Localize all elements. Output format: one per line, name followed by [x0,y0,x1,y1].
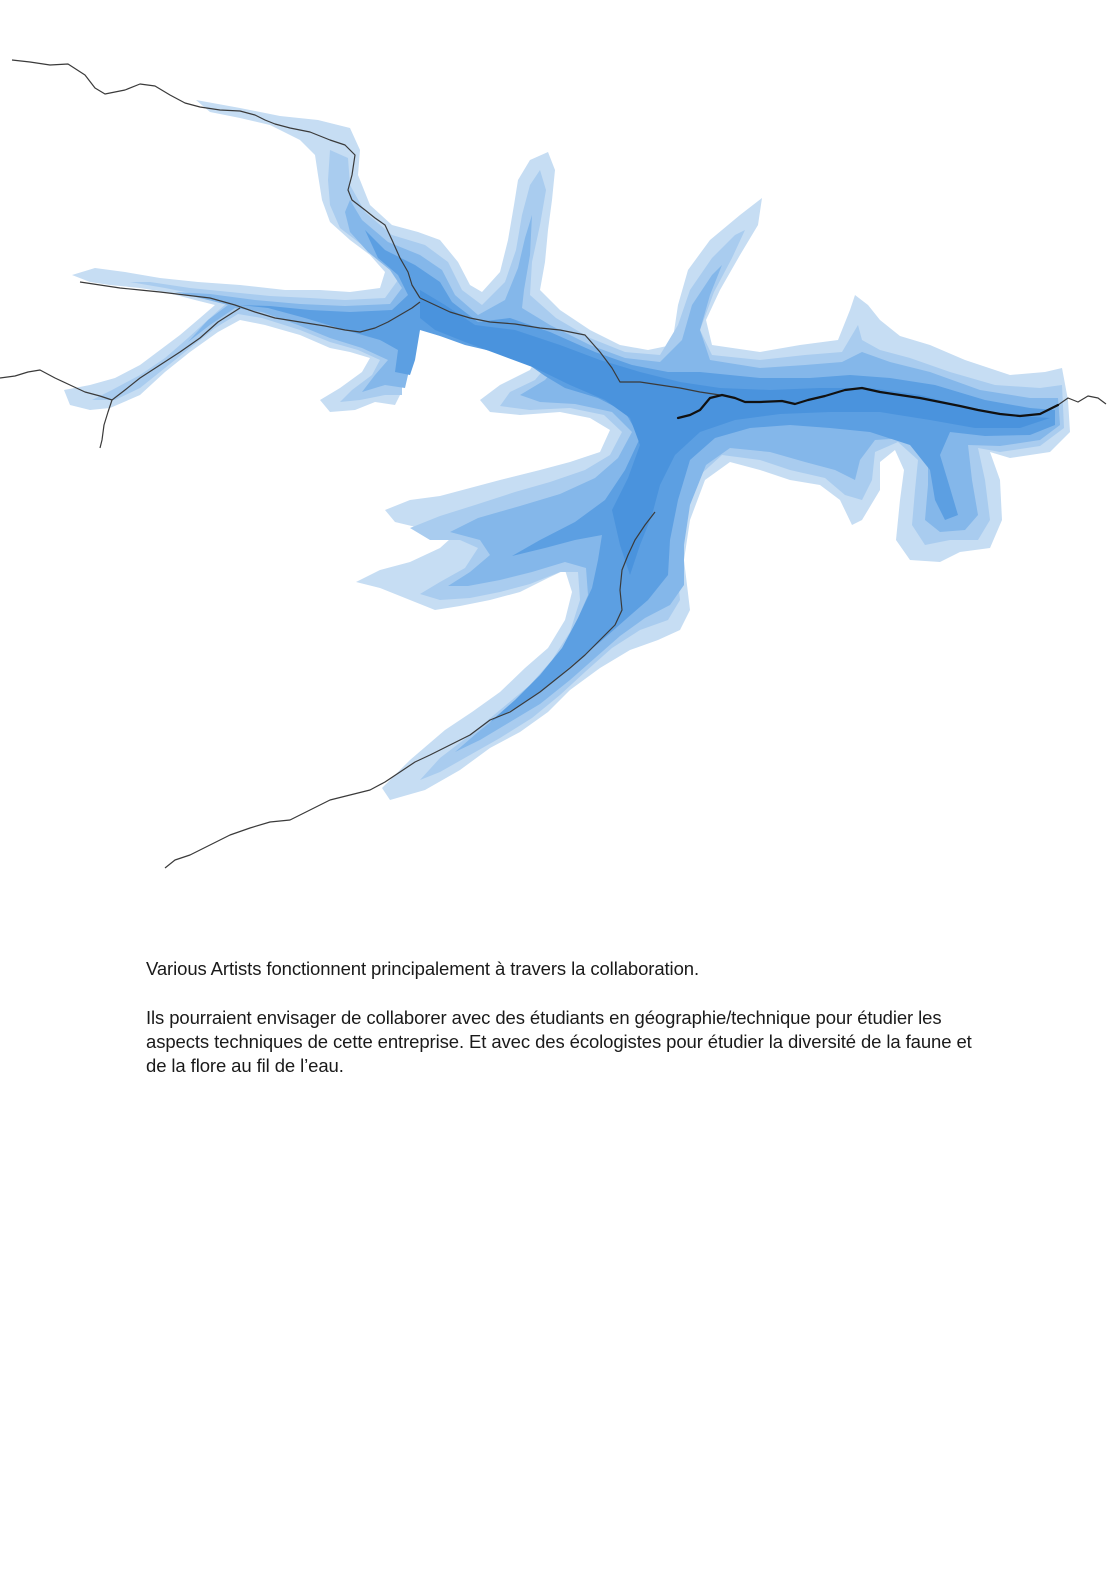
paragraph-partners: Ils pourraient envisager de collaborer avec des étudiants en géographie/technique pour étudier les aspects techniques de cette entreprise. Et avec des écologistes pour étudier la diversité de la faune et de la flore au fil de l’eau. [146,1007,972,1076]
paragraph-collaboration: Various Artists fonctionnent principalement à travers la collaboration. [146,958,699,979]
description-text [146,957,976,1103]
